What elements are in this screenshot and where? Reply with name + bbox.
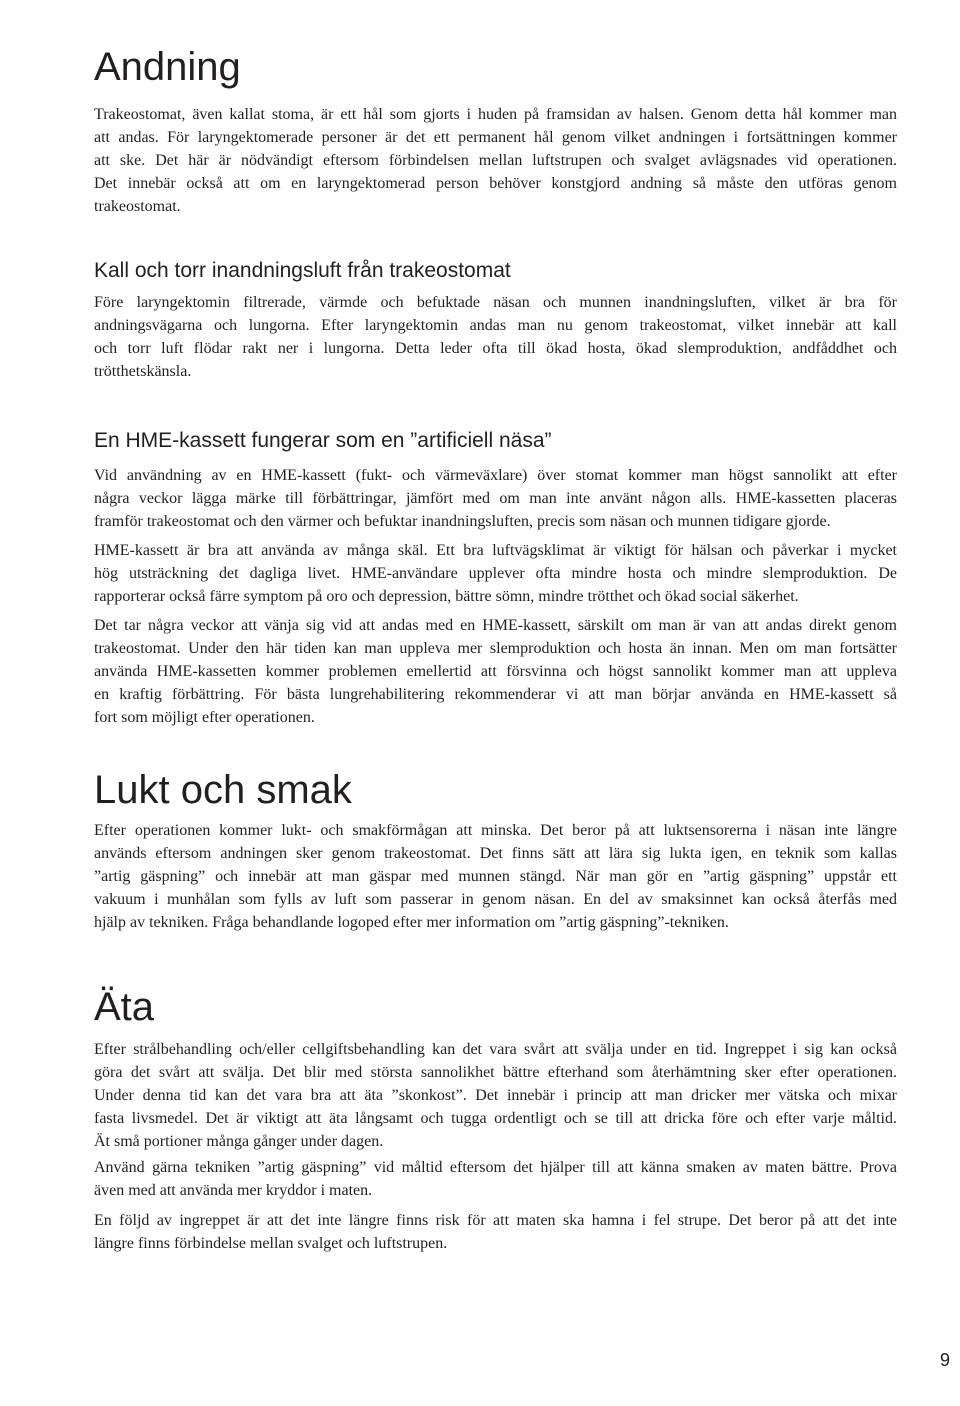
paragraph — [94, 539, 897, 608]
text-line: använda HME-kassetten kommer problemen emellertid att försvinna och högst sannolikt kommer man att uppleva — [94, 663, 897, 680]
text-line: ”artig gäspning” och innebär att man gäspar med munnen stängd. När man gör en ”artig gäspning” uppstår ett — [94, 868, 897, 885]
section-heading-ata: Äta — [94, 985, 155, 1029]
text-line: en kraftig förbättring. För bästa lungrehabilitering rekommenderar vi att man börjar använda en HME-kassett så — [94, 686, 897, 703]
text-line: Efter strålbehandling och/eller cellgiftsbehandling kan det vara svårt att svälja under en tid. Ingreppet i sig kan också — [94, 1041, 897, 1058]
text-line: och torr luft flödar rakt ner i lungorna. Detta leder ofta till ökad hosta, ökad slemproduktion, andfåddhet och — [94, 340, 897, 357]
text-line: Före laryngektomin filtrerade, värmde och befuktade näsan och munnen inandningsluften, vilket är bra för — [94, 294, 897, 311]
section-heading-kall-och-torr: Kall och torr inandningsluft från trakeostomat — [94, 259, 511, 282]
text-line: andningsvägarna och lungorna. Efter laryngektomin andas man nu genom trakeostomat, vilket innebär att kall — [94, 317, 897, 334]
paragraph — [94, 1038, 897, 1153]
text-line: hög utsträckning det dagliga livet. HME-användare upplever ofta mindre hosta och mindre slemproduktion. De — [94, 565, 897, 582]
text-line: göra det svårt att svälja. Det blir med största sannolikhet bättre efterhand som återhämtning sker efter operationen. — [94, 1064, 897, 1081]
text-line: några veckor lägga märke till förbättringar, jämfört med om man inte använt någon alls. HME-kassetten placeras — [94, 490, 897, 507]
paragraph — [94, 1209, 897, 1255]
text-line: Det innebär också att om en laryngektomerad person behöver konstgjord andning så måste den utföras genom — [94, 175, 897, 192]
text-line: att andas. För laryngektomerade personer är det ett permanent hål genom vilket andningen i fortsättningen kommer — [94, 129, 897, 146]
text-line: En följd av ingreppet är att det inte längre finns risk för att maten ska hamna i fel strupe. Det beror på att det inte — [94, 1212, 897, 1229]
text-line: Under denna tid kan det vara bra att äta ”skonkost”. Det innebär i princip att man dricker mer vätska och mixar — [94, 1087, 897, 1104]
text-line: används eftersom andningen sker genom trakeostomat. Det finns sätt att lära sig lukta igen, en teknik som kallas — [94, 845, 897, 862]
text-line: Vid användning av en HME-kassett (fukt- och värmeväxlare) över stomat kommer man högst sannolikt att efter — [94, 467, 897, 484]
text-line: Ät små portioner många gånger under dagen. — [94, 1133, 384, 1150]
section-heading-andning: Andning — [94, 45, 241, 89]
text-line: HME-kassett är bra att använda av många skäl. Ett bra luftvägsklimat är viktigt för hälsan och påverkar i mycket — [94, 542, 897, 559]
section-heading-hme-kassett: En HME-kassett fungerar som en ”artificiell näsa” — [94, 429, 552, 452]
paragraph — [94, 291, 897, 383]
text-line: fasta livsmedel. Det är viktigt att äta långsamt och tugga ordentligt och se till att dricka före och efter varje måltid. — [94, 1110, 897, 1127]
text-line: Det tar några veckor att vänja sig vid att andas med en HME-kassett, särskilt om man är van att andas direkt genom — [94, 617, 897, 634]
section-heading-lukt-och-smak: Lukt och smak — [94, 768, 352, 812]
text-line: rapporterar också färre symptom på oro och depression, bättre sömn, mindre trötthet och ökad social säkerhet. — [94, 588, 799, 605]
text-line: trakeostomat. — [94, 198, 181, 215]
text-line: även med att använda mer kryddor i maten. — [94, 1182, 373, 1199]
text-line: Använd gärna tekniken ”artig gäspning” vid måltid eftersom det hjälper till att känna smaken av maten bättre. Prova — [94, 1159, 897, 1176]
paragraph — [94, 614, 897, 729]
text-line: trakeostomat. Under den här tiden kan man uppleva mer slemproduktion och hosta än innan. Men om man fortsätter — [94, 640, 897, 657]
text-line: fort som möjligt efter operationen. — [94, 709, 315, 726]
paragraph — [94, 819, 897, 934]
text-line: Trakeostomat, även kallat stoma, är ett hål som gjorts i huden på framsidan av halsen. Genom detta hål kommer man — [94, 106, 897, 123]
text-line: hjälp av tekniken. Fråga behandlande logoped efter mer information om ”artig gäspning”-tekniken. — [94, 914, 729, 931]
paragraph — [94, 1156, 897, 1202]
paragraph — [94, 103, 897, 218]
paragraph — [94, 464, 897, 533]
text-line: trötthetskänsla. — [94, 363, 192, 380]
text-line: vakuum i munhålan som fylls av luft som passerar in genom näsan. En del av smaksinnet kan också återfås med — [94, 891, 897, 908]
page-number: 9 — [940, 1350, 951, 1370]
text-line: Efter operationen kommer lukt- och smakförmågan att minska. Det beror på att luktsensorerna i näsan inte längre — [94, 822, 897, 839]
text-line: längre finns förbindelse mellan svalget och luftstrupen. — [94, 1235, 448, 1252]
text-line: att ske. Det här är nödvändigt eftersom förbindelsen mellan luftstrupen och svalget avlägsnades vid operationen. — [94, 152, 897, 169]
text-line: framför trakeostomat och den värmer och befuktar inandningsluften, precis som näsan och munnen tidigare gjorde. — [94, 513, 831, 530]
